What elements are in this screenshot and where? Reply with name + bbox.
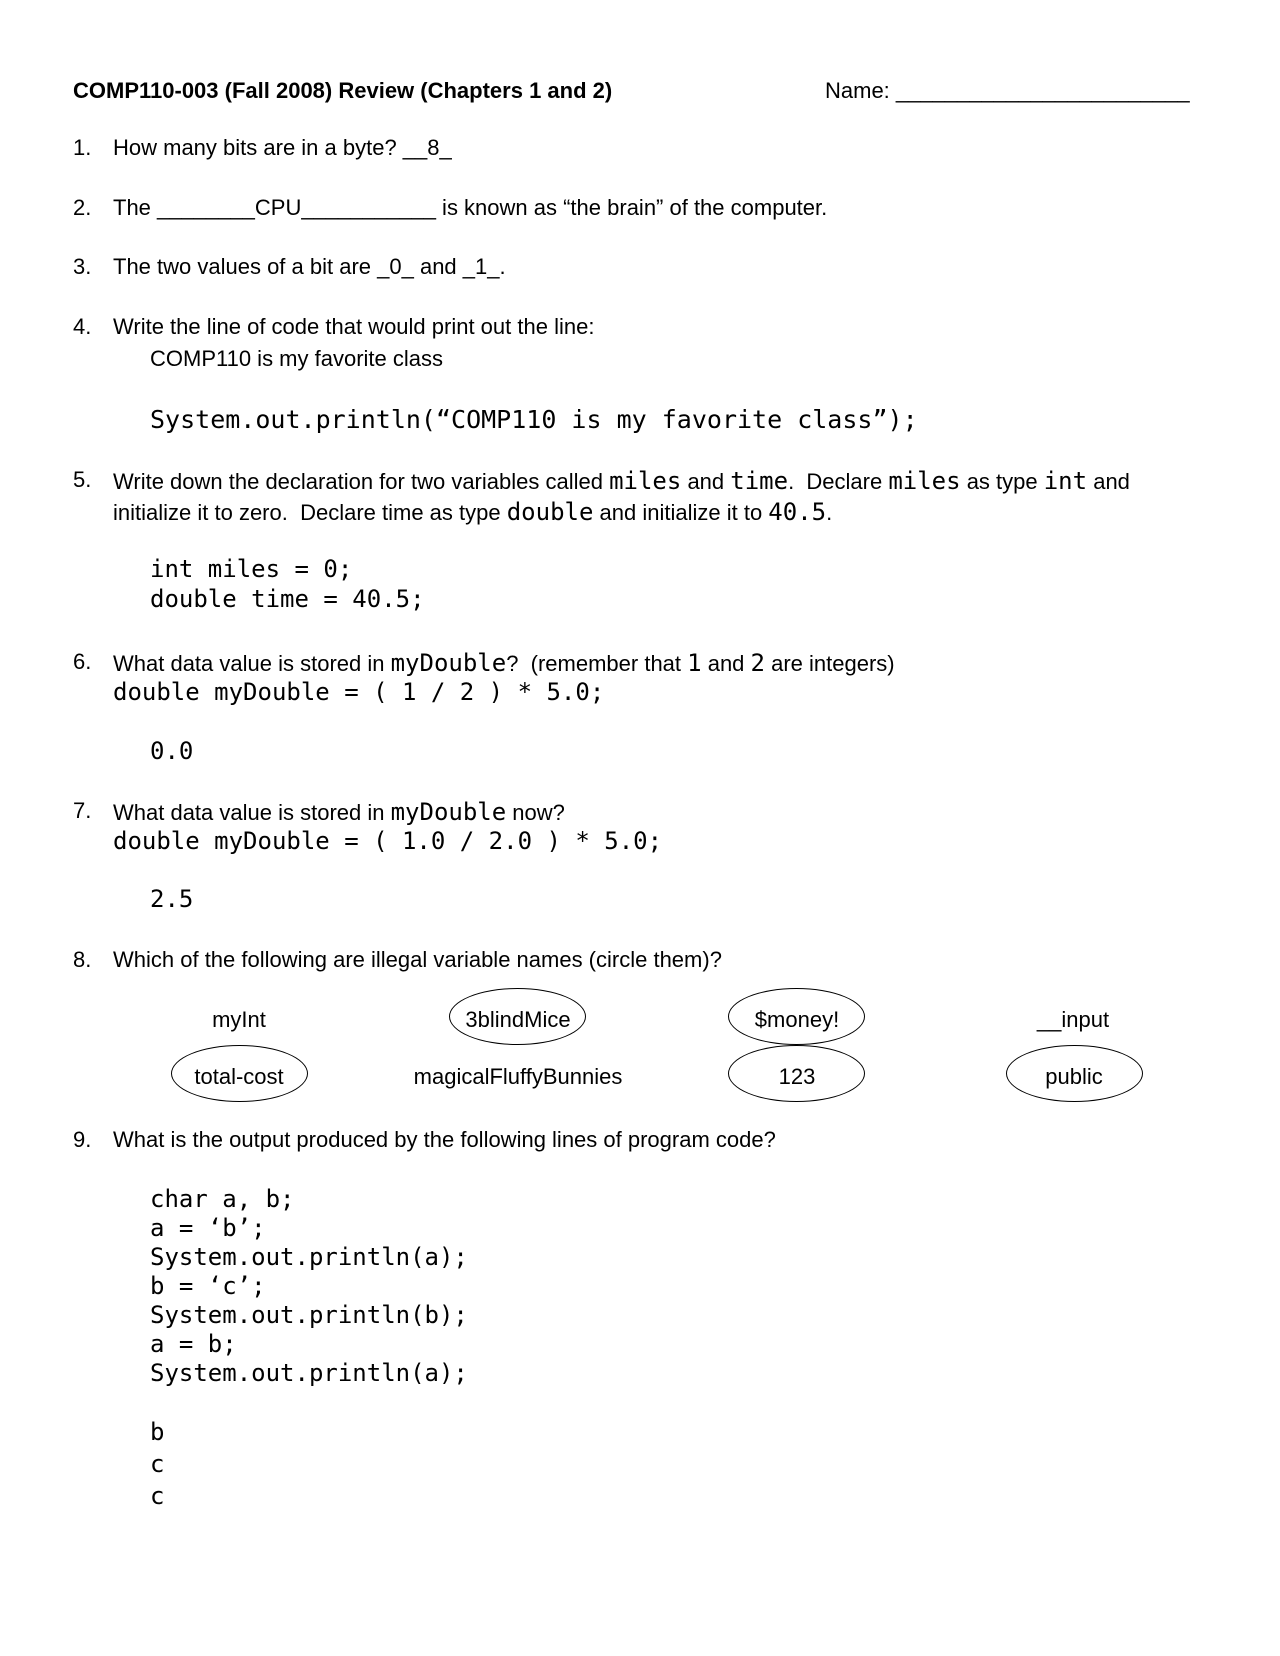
question-5-answer-line: double time = 40.5; bbox=[150, 585, 425, 613]
variable-name-option: myInt bbox=[212, 1007, 266, 1032]
question-number: 7. bbox=[73, 798, 92, 823]
page-title: COMP110-003 (Fall 2008) Review (Chapters 1 and 2) bbox=[73, 78, 613, 103]
code-line: a = b; bbox=[150, 1330, 237, 1358]
name-field-label: Name: ________________________ bbox=[825, 78, 1190, 103]
question-7-text: What data value is stored in myDouble now? bbox=[113, 798, 565, 826]
question-8-text: Which of the following are illegal variable names (circle them)? bbox=[113, 947, 722, 972]
question-9-text: What is the output produced by the following lines of program code? bbox=[113, 1127, 776, 1152]
output-line: c bbox=[150, 1482, 165, 1510]
question-number: 2. bbox=[73, 195, 92, 220]
question-6-answer: 0.0 bbox=[150, 737, 194, 765]
variable-name-option: magicalFluffyBunnies bbox=[413, 1064, 623, 1089]
question-number: 1. bbox=[73, 135, 92, 160]
question-5-line-1: Write down the declaration for two variables called miles and time. Declare miles as type int and bbox=[113, 467, 1130, 495]
variable-name-option: public bbox=[1045, 1064, 1103, 1089]
code-line: System.out.println(a); bbox=[150, 1243, 468, 1271]
question-1-text: How many bits are in a byte? __8_ bbox=[113, 135, 452, 160]
variable-name-option: __input bbox=[1036, 1007, 1110, 1032]
question-7-code: double myDouble = ( 1.0 / 2.0 ) * 5.0; bbox=[113, 827, 663, 855]
question-5-answer-line: int miles = 0; bbox=[150, 555, 353, 583]
question-number: 5. bbox=[73, 467, 92, 492]
question-3-text: The two values of a bit are _0_ and _1_. bbox=[113, 254, 506, 279]
question-5-line-2: initialize it to zero. Declare time as type double and initialize it to 40.5. bbox=[113, 498, 833, 526]
question-4-target-line: COMP110 is my favorite class bbox=[150, 346, 444, 371]
question-6-text: What data value is stored in myDouble? (remember that 1 and 2 are integers) bbox=[113, 649, 895, 677]
question-number: 3. bbox=[73, 254, 92, 279]
code-line: a = ‘b’; bbox=[150, 1214, 266, 1242]
variable-name-option: 3blindMice bbox=[465, 1007, 571, 1032]
code-line: System.out.println(b); bbox=[150, 1301, 468, 1329]
variable-name-option: 123 bbox=[778, 1064, 816, 1089]
variable-name-option: $money! bbox=[754, 1007, 840, 1032]
question-6-code: double myDouble = ( 1 / 2 ) * 5.0; bbox=[113, 678, 605, 706]
code-line: char a, b; bbox=[150, 1185, 295, 1213]
code-line: System.out.println(a); bbox=[150, 1359, 468, 1387]
question-number: 6. bbox=[73, 649, 92, 674]
question-7-answer: 2.5 bbox=[150, 885, 194, 913]
output-line: c bbox=[150, 1450, 165, 1478]
question-number: 4. bbox=[73, 314, 92, 339]
output-line: b bbox=[150, 1418, 165, 1446]
variable-name-option: total-cost bbox=[194, 1064, 284, 1089]
question-2-text: The ________CPU___________ is known as “the brain” of the computer. bbox=[113, 195, 828, 220]
question-number: 9. bbox=[73, 1127, 92, 1152]
question-4-text: Write the line of code that would print out the line: bbox=[113, 314, 595, 339]
code-line: b = ‘c’; bbox=[150, 1272, 266, 1300]
question-4-answer-code: System.out.println(“COMP110 is my favorite class”); bbox=[150, 405, 918, 434]
question-number: 8. bbox=[73, 947, 92, 972]
